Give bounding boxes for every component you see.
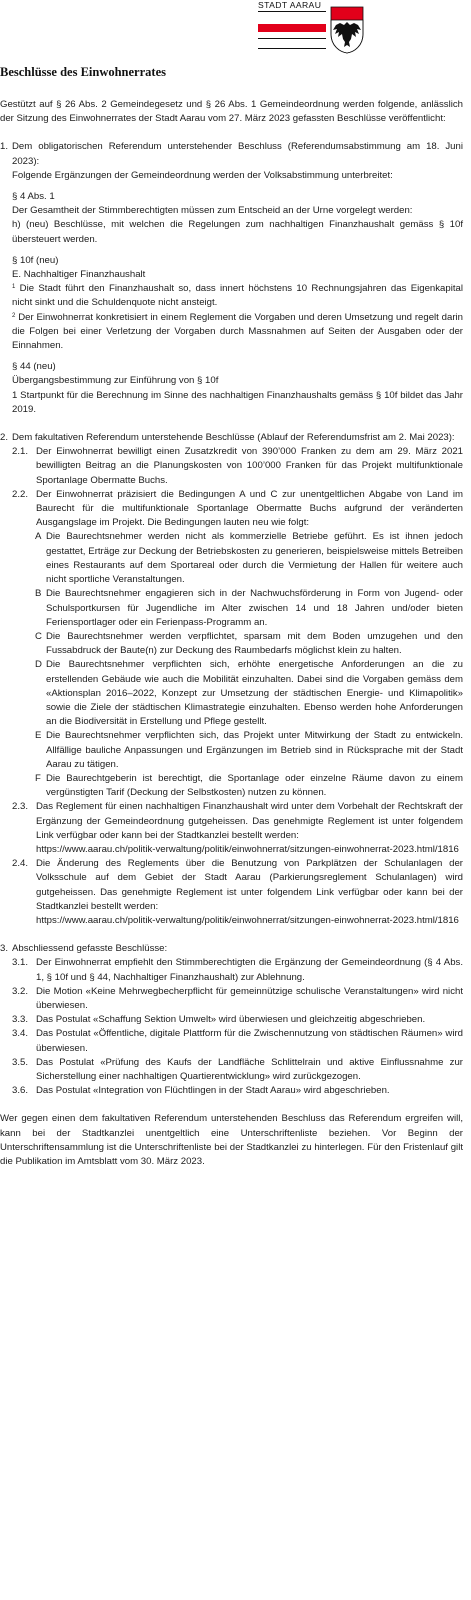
page-title: Beschlüsse des Einwohnerrates — [0, 65, 166, 79]
link-text: https://www.aarau.ch/politik-verwaltung/politik/einwohnerrat/sitzungen-einwohnerrat-2023.html/1816 — [36, 843, 459, 855]
section-number: 1. — [0, 141, 9, 153]
condition-item: D Die Baurechtsnehmer verpflichten sich, erhöhte energetische Anforderungen an die zu erstellenden Gebäude wie auch die Mobilität einzuhalten. Dabei sind die Vorgaben gemäss dem «Aktionsplan 2016–2022, Konzept zur Umsetzung der städtischen Energie- und Klimapolitik» sowie die Ziele der städtischen Klimastrategie einzuhalten. Ebenso werden hohe Anforderungen an die Biodiversität in Erstellung und Pflege gestellt. — [35, 659, 463, 728]
section-1-text-2: Folgende Ergänzungen der Gemeindeordnung werden der Volksabstimmung unterbreitet: — [12, 169, 393, 181]
section-1 — [0, 140, 463, 417]
footnote-marker: 1 — [12, 284, 16, 291]
paragraph-text: $^2$ Der Einwohnerrat konkretisiert in einem Reglement die Vorgaben und deren Umsetzung und regelt darin die Folgen bei einer Verletzung der Vorgaben durch Massnahmen auf Seiten der Ausgaben oder der Einnahmen. — [12, 311, 463, 352]
list-item: 3.4. Das Postulat «Öffentliche, digitale Plattform für die Zwischennutzung von städtischen Räumen» wird überwiesen. — [12, 1028, 463, 1054]
link-text: https://www.aarau.ch/politik-verwaltung/politik/einwohnerrat/sitzungen-einwohnerrat-2023.html/1816 — [36, 914, 459, 926]
paragraph-title: § 4 Abs. 1 — [12, 191, 55, 203]
document-body — [0, 64, 463, 1169]
condition-item: F Die Baurechtgeberin ist berechtigt, die Sportanlage oder einzelne Räume davon zu einem vergünstigten Tarif (Deckung der Selbstkosten) nutzen zu können. — [35, 772, 463, 799]
section-number: 3. — [0, 943, 9, 955]
brand-name: STADT AARAU — [258, 0, 322, 10]
paragraph-text: Übergangsbestimmung zur Einführung von § 10f — [12, 375, 219, 387]
condition-item: C Die Baurechtsnehmer werden verpflichtet, sparsam mit dem Boden umzugehen und den Fussabdruck der Baute(n) zur Deckung des Raumbedarfs möglichst klein zu halten. — [35, 630, 463, 657]
condition-item: E Die Baurechtsnehmer verpflichten sich, das Projekt unter Mitwirkung der Stadt zu entwickeln. Allfällige bauliche Anpassungen und Ergänzungen im Betrieb sind in Rücksprache mit der Stadt Aarau zu tätigen. — [35, 730, 463, 770]
list-item: 3.2. Die Motion «Keine Mehrwegbecherpflicht für gemeinnützige schulische Veranstaltungen» wird nicht überwiesen. — [12, 985, 463, 1011]
divider-line — [258, 48, 326, 49]
list-item: 2.2. Der Einwohnerrat präzisiert die Bedingungen A und C zur unentgeltlichen Abgabe von Land im Baurecht für die multifunktionale Sportanlage Obermatte Buchs aufgrund der veränderten Ausgangslage im Projekt. Die Bedingungen lauten neu wie folgt: — [12, 488, 463, 529]
condition-item: B Die Baurechtsnehmer engagieren sich in der Nachwuchsförderung in Form von Jugend- oder Schulsportkursen für Jugendliche im Alter zwischen 14 und 18 Jahren und/oder bieten Feriensportlager oder ein Ferienpass-Programm an. — [35, 588, 463, 628]
divider-line — [258, 11, 326, 12]
closing-paragraph: Wer gegen einen dem fakultativen Referendum unterstehenden Beschluss das Referendum ergreifen will, kann bei der Stadtkanzlei unentgeltlich eine Unterschriftenliste beziehen. Vor Beginn der Unterschriftensammlung ist die Unterschriftenliste bei der Stadtkanzlei zu hinterlegen. Für den Fristenlauf gilt die Publikation im Amtsblatt vom 30. März 2023. — [0, 1113, 463, 1168]
footnote-marker: 2 — [12, 312, 16, 319]
aarau-crest-icon — [330, 6, 364, 54]
section-2-text: Dem fakultativen Referendum unterstehende Beschlüsse (Ablauf der Referendumsfrist am 2. Mai 2023): — [12, 432, 455, 444]
list-item: 2.3. Das Reglement für einen nachhaltigen Finanzhaushalt wird unter dem Vorbehalt der Rechtskraft der Ergänzung der Gemeindeordnung gutgeheissen. Das genehmigte Reglement ist unter folgendem Link verfügbar oder kann bei der Stadtkanzlei bestellt werden: https://www.aarau.ch/politik-verwaltung/politik/einwohnerrat/sitzungen-einwohnerrat-2023.html/1816 — [0, 800, 463, 857]
list-item: 3.3. Das Postulat «Schaffung Sektion Umwelt» wird überwiesen und gleichzeitig abgeschrieben. — [12, 1014, 426, 1026]
paragraph-text: Der Gesamtheit der Stimmberechtigten müssen zum Entscheid an der Urne vorgelegt werden: — [12, 205, 413, 217]
list-item: 2.4. Die Änderung des Reglements über die Benutzung von Parkplätzen der Schulanlagen der Volksschule auf dem Gebiet der Stadt Aarau (Parkierungsreglement Schulanlagen) wird gutgeheissen. Das genehmigte Reglement ist unter folgendem Link verfügbar oder kann bei der Stadtkanzlei bestellt werden: https://www.aarau.ch/politik-verwaltung/politik/einwohnerrat/sitzungen-einwohnerrat-2023.html/1816 — [0, 857, 463, 928]
brand-red-bar — [258, 24, 326, 32]
paragraph-text: $^1$ Die Stadt führt den Finanzhaushalt so, dass innert höchstens 10 Rechnungsjahren das Eigenkapital nicht sinkt und die Schuldenquote nicht ansteigt. — [12, 283, 463, 309]
paragraph-text: h) (neu) Beschlüsse, mit welchen die Regelungen zum nachhaltigen Finanzhaushalt gemäss § 10f übersteuert werden. — [12, 219, 463, 245]
paragraph-text: 1 Startpunkt für die Berechnung im Sinne des nachhaltigen Finanzhaushalts gemäss § 10f bildet das Jahr 2019. — [12, 389, 463, 415]
section-1-text: Dem obligatorischen Referendum unterstehender Beschluss (Referendumsabstimmung am 18. Juni 2023): — [12, 141, 463, 167]
divider-line — [258, 38, 326, 39]
list-item: 3.6. Das Postulat «Integration von Flüchtlingen in der Stadt Aarau» wird abgeschrieben. — [12, 1085, 390, 1097]
list-item: 2.1. Der Einwohnerrat bewilligt einen Zusatzkredit von 390’000 Franken zu dem am 29. März 2021 bewilligten Beitrag an die Planungskosten von 100’000 Franken für das Projekt multifunktionale Sportanlage Obermatte Buchs. — [12, 446, 463, 486]
paragraph-text: E. Nachhaltiger Finanzhaushalt — [12, 269, 146, 281]
list-item: 3.5. Das Postulat «Prüfung des Kaufs der Landfläche Schlittelrain und aktive Einflussnahme zur Sicherstellung einer nachhaltigen Quartierentwicklung» wird zurückgezogen. — [12, 1056, 463, 1082]
section-3 — [0, 942, 463, 956]
section-3-text: Abschliessend gefasste Beschlüsse: — [12, 943, 168, 955]
condition-item: A Die Baurechtsnehmer werden nicht als kommerzielle Betriebe geführt. Es ist ihnen jedoch gestattet, Erträge zur Deckung der Betriebskosten zu generieren, beispielsweise mittels Betreiben eines Restaurants auf dem Sportareal oder durch die Vermietung der Hallen für weitere auch nicht sportliche Veranstaltungen. — [35, 531, 463, 586]
intro-paragraph: Gestützt auf § 26 Abs. 2 Gemeindegesetz und § 26 Abs. 1 Gemeindeordnung werden folgende, anlässlich der Sitzung des Einwohnerrates der Stadt Aarau vom 27. März 2023 gefassten Beschlüsse veröffentlicht: — [0, 99, 463, 125]
paragraph-title: § 10f (neu) — [12, 254, 59, 266]
section-number: 2. — [0, 432, 9, 444]
header — [258, 0, 368, 60]
list-item: 3.1. Der Einwohnerrat empfiehlt den Stimmberechtigten die Ergänzung der Gemeindeordnung (§ 4 Abs. 1, § 10f und § 44, Nachhaltiger Finanzhaushalt) zur Ablehnung. — [12, 957, 463, 983]
paragraph-title: § 44 (neu) — [12, 361, 56, 373]
section-2 — [0, 431, 463, 445]
